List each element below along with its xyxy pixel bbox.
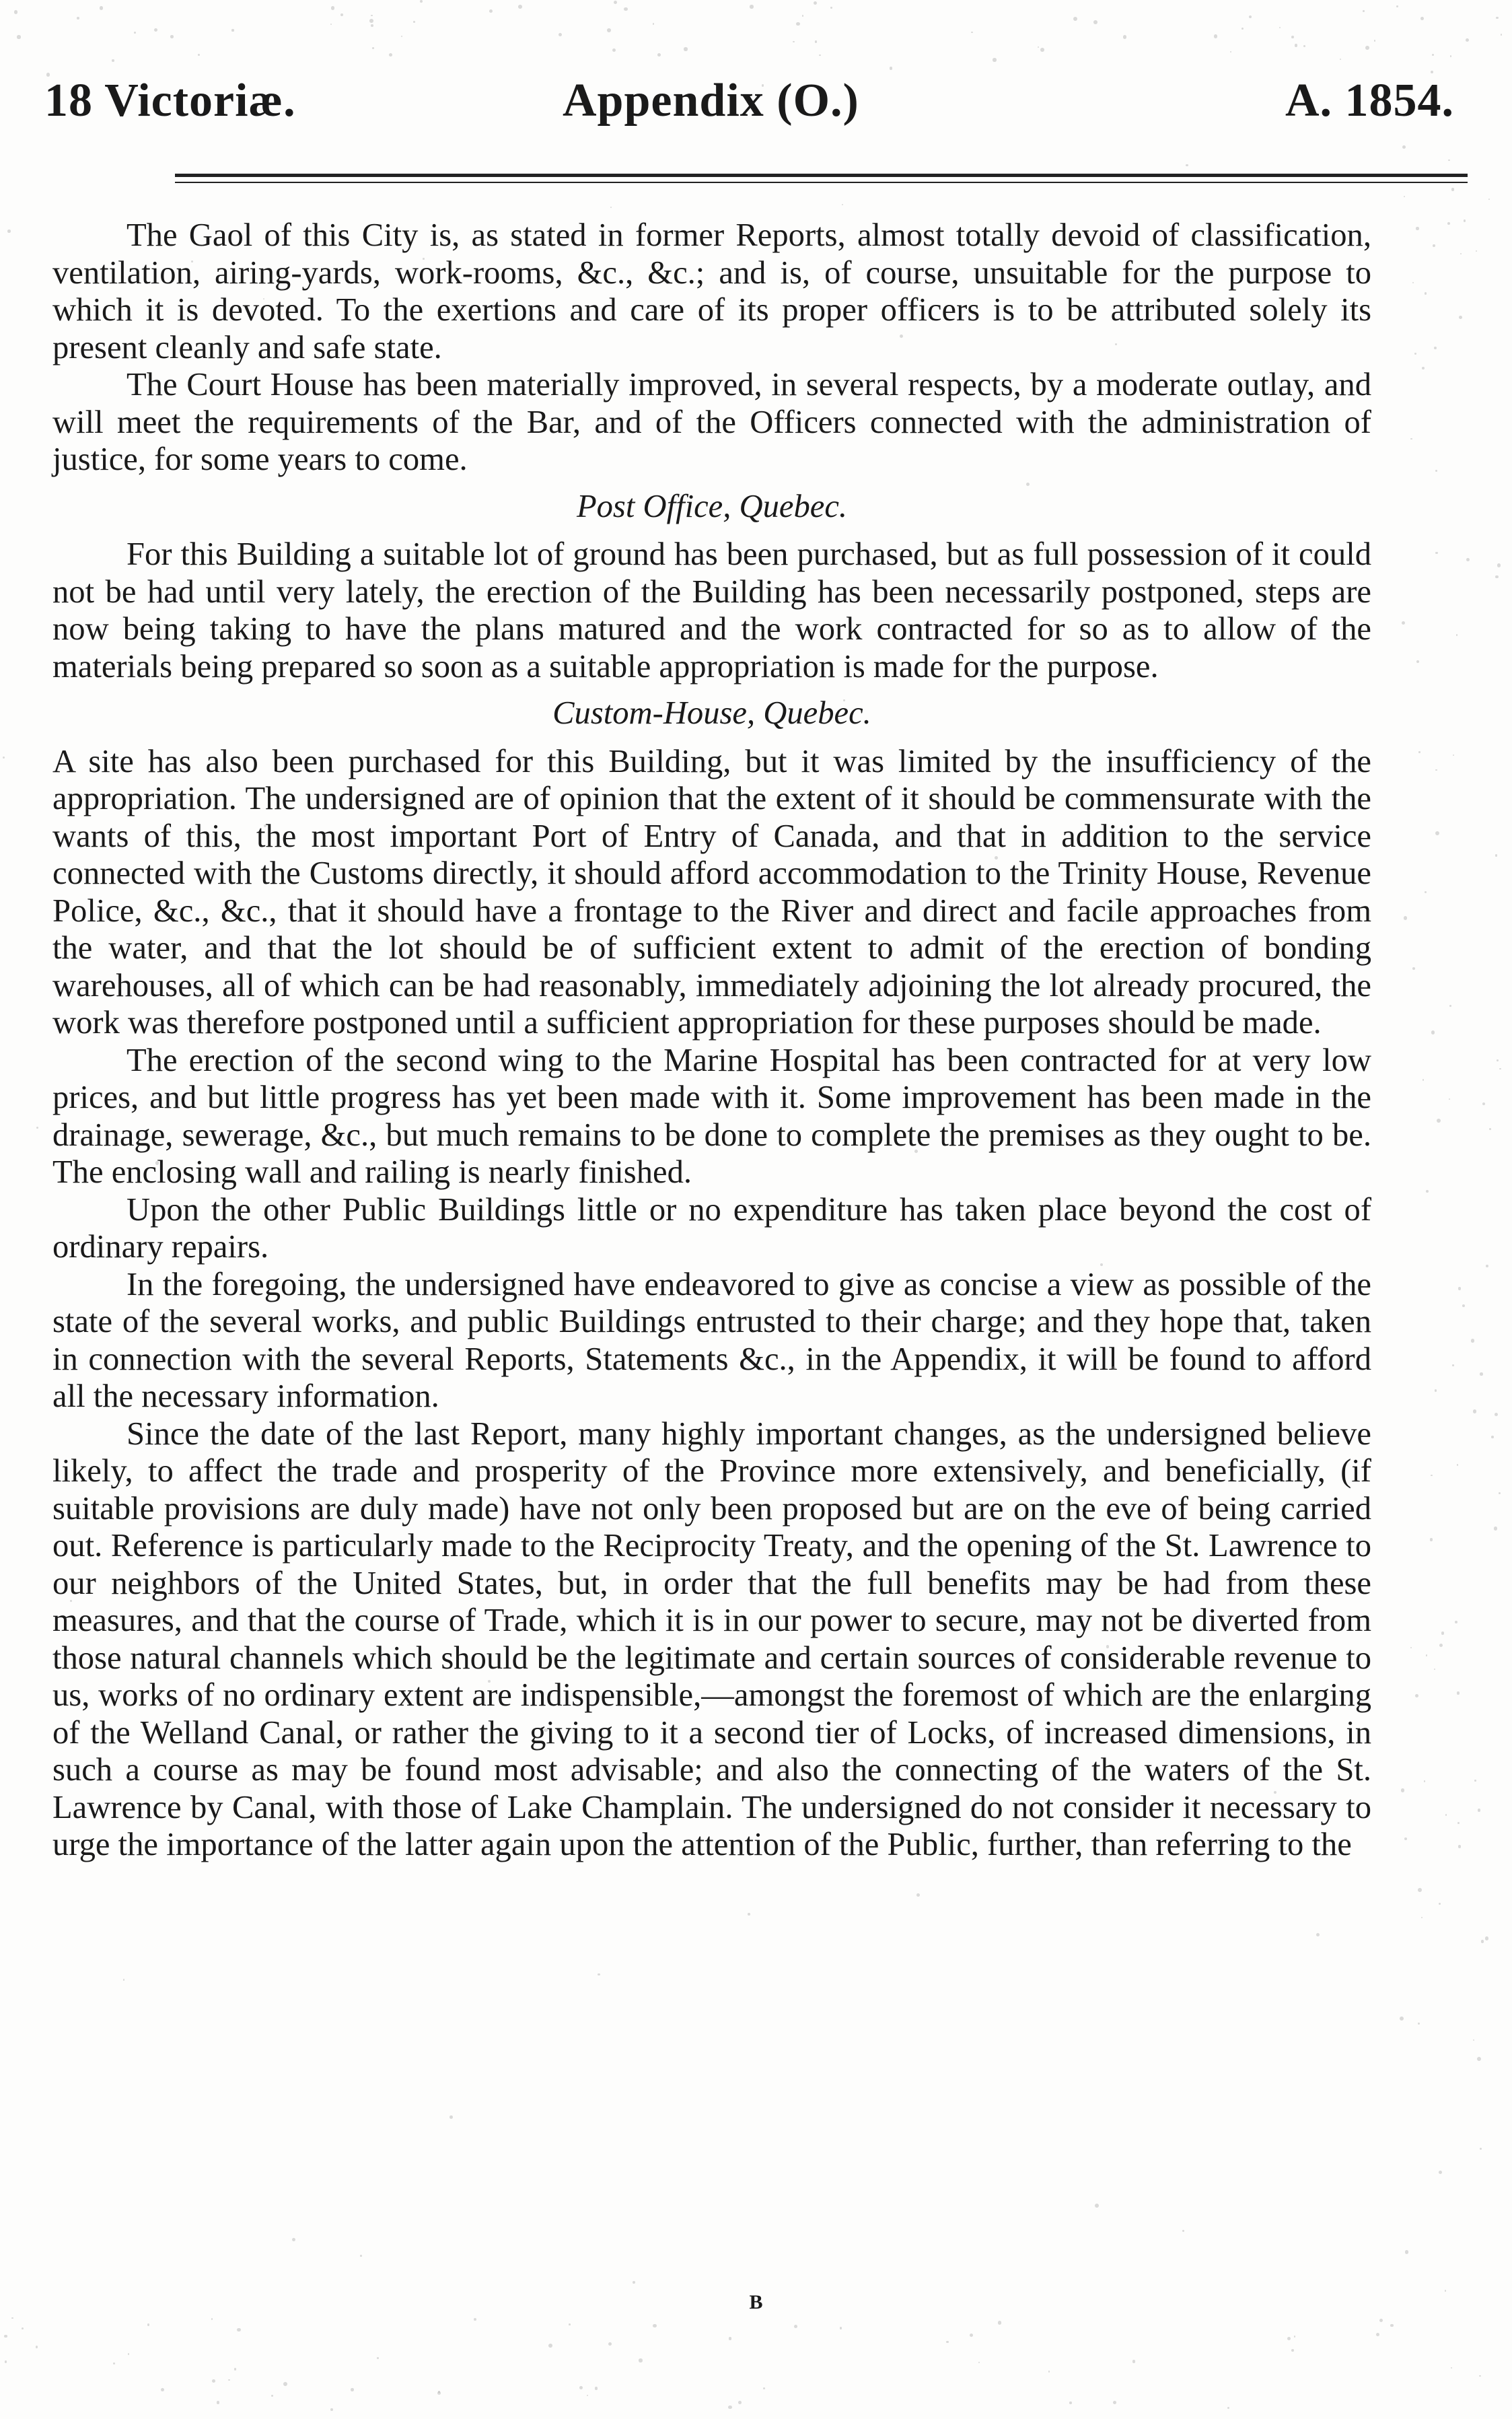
paper-speckle <box>819 55 820 56</box>
paper-speckle <box>1481 1940 1484 1942</box>
paper-speckle <box>569 2323 571 2325</box>
paper-speckle <box>263 298 264 300</box>
paper-speckle <box>231 29 233 31</box>
paper-speckle <box>128 2353 129 2354</box>
paper-speckle <box>1113 2401 1116 2404</box>
paper-speckle <box>1425 891 1427 893</box>
paper-speckle <box>902 800 904 802</box>
paper-speckle <box>1434 1669 1435 1670</box>
paper-speckle <box>1404 196 1405 197</box>
paper-speckle <box>1435 1389 1437 1391</box>
paper-speckle <box>340 13 343 16</box>
paper-speckle <box>1433 244 1435 247</box>
paper-speckle <box>1425 292 1427 294</box>
paper-speckle <box>1459 316 1462 319</box>
paper-speckle <box>369 19 373 23</box>
paper-speckle <box>161 2388 164 2391</box>
paper-speckle <box>612 48 616 52</box>
paper-speckle <box>1418 2023 1420 2025</box>
paper-speckle <box>1480 1372 1482 1375</box>
paper-speckle <box>1473 2039 1474 2041</box>
paper-speckle <box>7 230 11 233</box>
paper-speckle <box>217 2401 219 2404</box>
paper-speckle <box>595 2387 598 2390</box>
paper-speckle <box>1249 15 1252 18</box>
paper-speckle <box>1073 17 1077 21</box>
paper-speckle <box>1457 1691 1460 1695</box>
paper-speckle <box>762 84 764 87</box>
paper-speckle <box>794 2325 797 2328</box>
paper-speckle <box>1464 219 1466 222</box>
paper-speckle <box>1439 1644 1443 1647</box>
paper-speckle <box>1402 145 1406 149</box>
paper-speckle <box>970 2334 973 2337</box>
paper-speckle <box>510 594 512 596</box>
paper-speckle <box>748 1913 750 1916</box>
paper-speckle <box>1447 222 1450 225</box>
signature-mark: B <box>749 2291 763 2313</box>
paper-speckle <box>1441 1632 1445 1635</box>
paper-speckle <box>413 1591 417 1595</box>
paper-speckle <box>1488 199 1490 200</box>
paper-speckle <box>331 6 334 9</box>
paper-speckle <box>46 73 50 77</box>
paragraph-custom-house: A site has also been purchased for this Building, but it was limited by the insufficiency of the appropriation. The undersigned are of opinion that the extent of it should be commensurate with the wants of this, the most important Port of Entry of Canada, and that in addition to the service connected with the Customs directly, it should afford accommodation to the Trinity House, Revenue Police, &c., &c., that it should have a frontage to the River and direct and facile approaches from the water, and that the lot should be of sufficient extent to admit of the erection of bonding warehouses, all of which can be had reasonably, immediately adjoining the lot already procured, the work was therefore postponed until a sufficient appropriation for these purposes should be made. <box>52 742 1371 1041</box>
paper-speckle <box>1455 1621 1457 1623</box>
paper-speckle <box>639 2358 642 2362</box>
paper-speckle <box>750 5 754 9</box>
paper-speckle <box>1482 1102 1485 1105</box>
paper-speckle <box>1466 38 1469 42</box>
paper-speckle <box>914 1150 918 1153</box>
paper-speckle <box>1432 54 1435 57</box>
paper-speckle <box>559 33 563 37</box>
paper-speckle <box>909 1295 910 1296</box>
paper-speckle <box>684 47 687 50</box>
paper-speckle <box>544 1728 548 1732</box>
paper-speckle <box>1439 2171 1442 2174</box>
paper-speckle <box>729 2337 732 2340</box>
paper-speckle <box>211 2318 213 2320</box>
paper-speckle <box>1495 575 1499 579</box>
paper-speckle <box>330 24 332 25</box>
paper-speckle <box>946 2341 948 2343</box>
paper-speckle <box>351 2388 354 2391</box>
paper-speckle <box>738 2401 742 2404</box>
header-appendix: Appendix (O.) <box>563 75 859 127</box>
paper-speckle <box>657 53 661 57</box>
paper-speckle <box>134 32 136 34</box>
paper-speckle <box>1093 20 1097 24</box>
paper-speckle <box>1462 1304 1465 1307</box>
paper-speckle <box>1421 1917 1423 1919</box>
paper-speckle <box>449 2115 453 2119</box>
paper-speckle <box>1423 1079 1424 1080</box>
paper-speckle <box>993 58 996 61</box>
paper-speckle <box>1416 660 1419 663</box>
paper-speckle <box>796 22 799 26</box>
paper-speckle <box>1294 2336 1296 2338</box>
paper-speckle <box>1431 1030 1435 1035</box>
paper-speckle <box>389 53 392 57</box>
paper-speckle <box>1404 916 1408 920</box>
paper-speckle <box>1106 1645 1109 1648</box>
paper-speckle <box>1431 1475 1432 1476</box>
paper-speckle <box>100 6 104 10</box>
paper-speckle <box>413 21 415 23</box>
paper-speckle <box>610 207 612 209</box>
paper-speckle <box>1435 769 1437 771</box>
paper-speckle <box>4 2335 7 2338</box>
page-header <box>44 74 1468 148</box>
paper-speckle <box>1479 2375 1480 2377</box>
paper-speckle <box>1422 367 1425 370</box>
paper-speckle <box>1477 2057 1481 2061</box>
paper-speckle <box>1069 2402 1071 2404</box>
paper-speckle <box>1401 1788 1404 1792</box>
paper-speckle <box>212 2379 215 2383</box>
paper-speckle <box>890 67 892 69</box>
paper-speckle <box>608 2342 612 2346</box>
paper-speckle <box>1499 1068 1501 1070</box>
paper-speckle <box>1458 1845 1462 1848</box>
paper-speckle <box>688 873 690 874</box>
paper-speckle <box>1457 1822 1460 1824</box>
paper-speckle <box>1452 1364 1454 1366</box>
paper-speckle <box>123 1979 124 1980</box>
paper-speckle <box>1434 347 1437 349</box>
paper-speckle <box>1402 621 1405 625</box>
paper-speckle <box>1449 1005 1451 1007</box>
paper-speckle <box>1445 1814 1447 1815</box>
paper-speckle <box>113 2362 115 2364</box>
paper-speckle <box>228 2379 230 2381</box>
paper-speckle <box>624 7 628 11</box>
paper-speckle <box>1448 160 1449 161</box>
paper-speckle <box>1416 227 1418 230</box>
paper-speckle <box>1494 1527 1498 1531</box>
paper-speckle <box>1123 35 1126 38</box>
paper-speckle <box>371 24 373 27</box>
paper-speckle <box>633 2281 635 2284</box>
paper-speckle <box>1412 967 1415 970</box>
paper-speckle <box>1241 28 1244 30</box>
paper-speckle <box>587 2395 588 2396</box>
paper-speckle <box>112 59 114 62</box>
paper-speckle <box>1437 1119 1441 1123</box>
paper-speckle <box>1449 1098 1450 1100</box>
paper-speckle <box>17 35 20 38</box>
paper-speckle <box>22 2327 24 2329</box>
paper-speckle <box>1291 2349 1295 2352</box>
document-body <box>52 217 1371 1864</box>
paper-speckle <box>842 204 844 206</box>
paper-speckle <box>1435 470 1437 472</box>
paper-speckle <box>815 40 817 42</box>
paper-speckle <box>1497 563 1501 567</box>
paper-speckle <box>1405 2250 1409 2254</box>
paper-speckle <box>1420 17 1424 20</box>
paper-speckle <box>1365 46 1369 50</box>
paper-speckle <box>1230 51 1232 53</box>
paper-speckle <box>548 2344 552 2348</box>
paper-speckle <box>283 2382 287 2386</box>
paper-speckle <box>1478 1809 1481 1812</box>
paper-speckle <box>1499 1492 1501 1494</box>
paper-speckle <box>11 2317 13 2319</box>
header-rule-thin <box>175 182 1468 183</box>
paper-speckle <box>1451 188 1454 190</box>
paper-speckle <box>1390 2324 1394 2327</box>
paper-speckle <box>423 258 425 260</box>
paper-speckle <box>916 1893 920 1897</box>
paragraph-court-house: The Court House has been materially improved, in several respects, by a moderate outlay, and will meet the requirements of the Bar, and of the Officers connected with the administration of justice, for some years to come. <box>52 366 1371 477</box>
paper-speckle <box>1112 1366 1116 1370</box>
paper-speckle <box>1426 1654 1427 1656</box>
paper-speckle <box>1418 751 1420 752</box>
paper-speckle <box>1379 2319 1383 2322</box>
paper-speckle <box>1476 250 1477 252</box>
paper-speckle <box>1214 34 1218 38</box>
paper-speckle <box>814 1 817 5</box>
paper-speckle <box>830 7 832 9</box>
paper-speckle <box>1430 1538 1433 1541</box>
paper-speckle <box>518 5 522 9</box>
paper-speckle <box>1410 438 1412 440</box>
paper-speckle <box>1316 1933 1320 1936</box>
paragraph-post-office: For this Building a suitable lot of ground has been purchased, but as full possession of it could not be had until very lately, the erection of the Building has been necessarily postponed, steps are now being taking to have the plans matured and the work contracted for so as to allow of the materials being prepared so soon as a suitable appropriation is made for the purpose. <box>52 536 1371 685</box>
paper-speckle <box>1287 2337 1291 2340</box>
paper-speckle <box>1363 10 1365 12</box>
section-heading-custom-house: Custom-House, Quebec. <box>552 695 871 731</box>
paper-speckle <box>1376 2333 1379 2336</box>
paper-speckle <box>1414 353 1416 355</box>
paper-speckle <box>1418 1888 1422 1892</box>
paper-speckle <box>1431 71 1433 73</box>
paragraph-public-buildings: Upon the other Public Buildings little or no expenditure has taken place beyond the cost of ordinary repairs. <box>52 1191 1371 1265</box>
paper-speckle <box>1466 558 1470 561</box>
paper-speckle <box>1471 1339 1474 1342</box>
paper-speckle <box>728 2406 732 2410</box>
header-rule-thick <box>175 174 1468 177</box>
paper-speckle <box>763 2387 765 2389</box>
paper-speckle <box>14 10 17 13</box>
paper-speckle <box>1451 2367 1452 2369</box>
paper-speckle <box>1460 253 1462 254</box>
paper-speckle <box>1496 17 1498 19</box>
paper-speckle <box>1495 1413 1498 1416</box>
paper-speckle <box>488 1680 491 1683</box>
paper-speckle <box>1095 2204 1099 2208</box>
paper-speckle <box>154 28 157 32</box>
paper-speckle <box>203 394 204 396</box>
paper-speckle <box>1486 1265 1488 1267</box>
paper-speckle <box>1474 1780 1476 1782</box>
paper-speckle <box>1291 36 1294 38</box>
paper-speckle <box>1132 2360 1135 2362</box>
paper-speckle <box>1458 1287 1461 1290</box>
paper-speckle <box>1435 552 1437 554</box>
paper-speckle <box>982 1198 984 1201</box>
paper-speckle <box>264 825 266 827</box>
paragraph-foregoing: In the foregoing, the undersigned have endeavored to give as concise a view as possible of the state of the several works, and public Buildings entrusted to their charge; and they hope that, taken in connection with the several Reports, Statements &c., in the Appendix, it will be found to afford all the necessary information. <box>52 1265 1371 1414</box>
paper-speckle <box>1340 59 1341 60</box>
paper-speckle <box>1048 2371 1050 2372</box>
paper-speckle <box>1456 634 1457 635</box>
paper-speckle <box>401 36 402 37</box>
paper-speckle <box>271 2395 273 2397</box>
paper-speckle <box>653 23 655 25</box>
paper-speckle <box>1219 916 1223 919</box>
paper-speckle <box>1426 1190 1429 1193</box>
paper-speckle <box>840 2327 842 2329</box>
header-year: A. 1854. <box>1285 75 1454 127</box>
paper-speckle <box>1415 1694 1418 1697</box>
paper-speckle <box>36 1127 38 1129</box>
paper-speckle <box>1424 1780 1426 1782</box>
paper-speckle <box>1038 46 1039 48</box>
paper-speckle <box>170 35 174 38</box>
paper-speckle <box>653 2324 657 2328</box>
paper-speckle <box>1495 854 1498 857</box>
paper-speckle <box>330 2408 333 2411</box>
paper-speckle <box>1453 755 1454 756</box>
paper-speckle <box>1374 40 1375 41</box>
paper-speckle <box>1491 1436 1494 1438</box>
paper-speckle <box>971 32 973 34</box>
paper-speckle <box>1410 1647 1412 1649</box>
paper-speckle <box>1400 2017 1404 2021</box>
paper-speckle <box>1435 831 1439 835</box>
paper-speckle <box>3 757 5 759</box>
paper-speckle <box>1497 1059 1499 1061</box>
paper-speckle <box>1501 34 1502 35</box>
paper-speckle <box>1439 1903 1441 1905</box>
paper-speckle <box>1480 2148 1482 2150</box>
paper-speckle <box>1279 27 1281 28</box>
paper-speckle <box>234 2368 237 2371</box>
paper-speckle <box>1040 48 1044 52</box>
paragraph-marine-hospital: The erection of the second wing to the Marine Hospital has been contracted for at very low prices, and but little progress has yet been made with it. Some improvement has been made in the drainage, sewerage, &c., but much remains to be done to complete the premises as they ought to be. The enclosing wall and railing is nearly finished. <box>52 1041 1371 1190</box>
paper-speckle <box>437 2391 441 2395</box>
header-session: 18 Victoriæ. <box>44 75 296 127</box>
paper-speckle <box>147 2323 149 2325</box>
paper-speckle <box>1026 483 1030 486</box>
paper-speckle <box>155 1161 159 1165</box>
paper-speckle <box>793 41 794 42</box>
paper-speckle <box>420 0 423 3</box>
paper-speckle <box>1473 1409 1477 1413</box>
paper-speckle <box>474 2318 476 2321</box>
paper-speckle <box>598 1973 600 1976</box>
paper-speckle <box>489 9 493 13</box>
paper-speckle <box>1396 5 1398 7</box>
paper-speckle <box>1186 164 1188 167</box>
paper-speckle <box>1227 2407 1229 2409</box>
paper-speckle <box>1485 1936 1488 1940</box>
paper-speckle <box>377 2357 379 2359</box>
paper-speckle <box>1412 282 1414 284</box>
paper-speckle <box>579 2386 583 2389</box>
paper-speckle <box>371 15 373 17</box>
paper-speckle <box>998 2321 1002 2325</box>
paper-speckle <box>978 2362 980 2363</box>
paper-speckle <box>77 17 79 20</box>
paper-speckle <box>237 2328 240 2332</box>
paper-speckle <box>1457 1464 1458 1465</box>
paper-speckle <box>1489 1128 1491 1130</box>
paper-speckle <box>5 2360 7 2362</box>
paper-speckle <box>36 2346 38 2348</box>
paper-speckle <box>372 47 374 49</box>
paper-speckle <box>1295 44 1298 47</box>
paper-speckle <box>843 699 845 701</box>
paper-speckle <box>1404 1837 1407 1840</box>
paper-speckle <box>1450 55 1451 57</box>
paper-speckle <box>360 2255 362 2257</box>
paper-speckle <box>1303 45 1305 47</box>
section-heading-post-office: Post Office, Quebec. <box>576 487 848 524</box>
paper-speckle <box>607 28 611 32</box>
paper-speckle <box>70 1600 72 1602</box>
paragraph-since-last-report: Since the date of the last Report, many highly important changes, as the undersigned believe likely, to affect the trade and prosperity of the Province more extensively, and beneficially, (if suitable provisions are duly made) have not only been proposed but are on the eve of being carried out. Reference is particularly made to the Reciprocity Treaty, and the opening of the St. Lawrence to our neighbors of the United States, but, in order that the full benefits may be had from these measures, and that the course of Trade, which it is in our power to secure, may not be diverted from those natural channels which should be the legitimate and certain sources of considerable revenue to us, works of no ordinary extent are indispensible,—amongst the foremost of which are the enlarging of the Welland Canal, or rather the giving to it a second tier of Locks, of increased dimensions, in such a course as may be found most advisable; and also the connecting of the waters of the St. Lawrence by Canal, with those of Lake Champlain. The undersigned do not consider it necessary to urge the importance of the latter again upon the attention of the Public, further, than referring to the <box>52 1415 1371 1862</box>
paragraph-gaol: The Gaol of this City is, as stated in former Reports, almost totally devoid of classification, ventilation, airing-yards, work-rooms, &c., &c.; and is, of course, unsuitable for the purpose to which it is devoted. To the exertions and care of its proper officers is to be attributed solely its present cleanly and safe state. <box>52 217 1371 365</box>
paper-speckle <box>1090 1656 1092 1658</box>
paper-speckle <box>614 1 617 4</box>
paper-speckle <box>1182 2230 1184 2232</box>
paper-speckle <box>198 54 200 56</box>
paper-speckle <box>292 2238 295 2241</box>
paper-speckle <box>802 15 804 17</box>
paper-speckle <box>481 1050 484 1053</box>
